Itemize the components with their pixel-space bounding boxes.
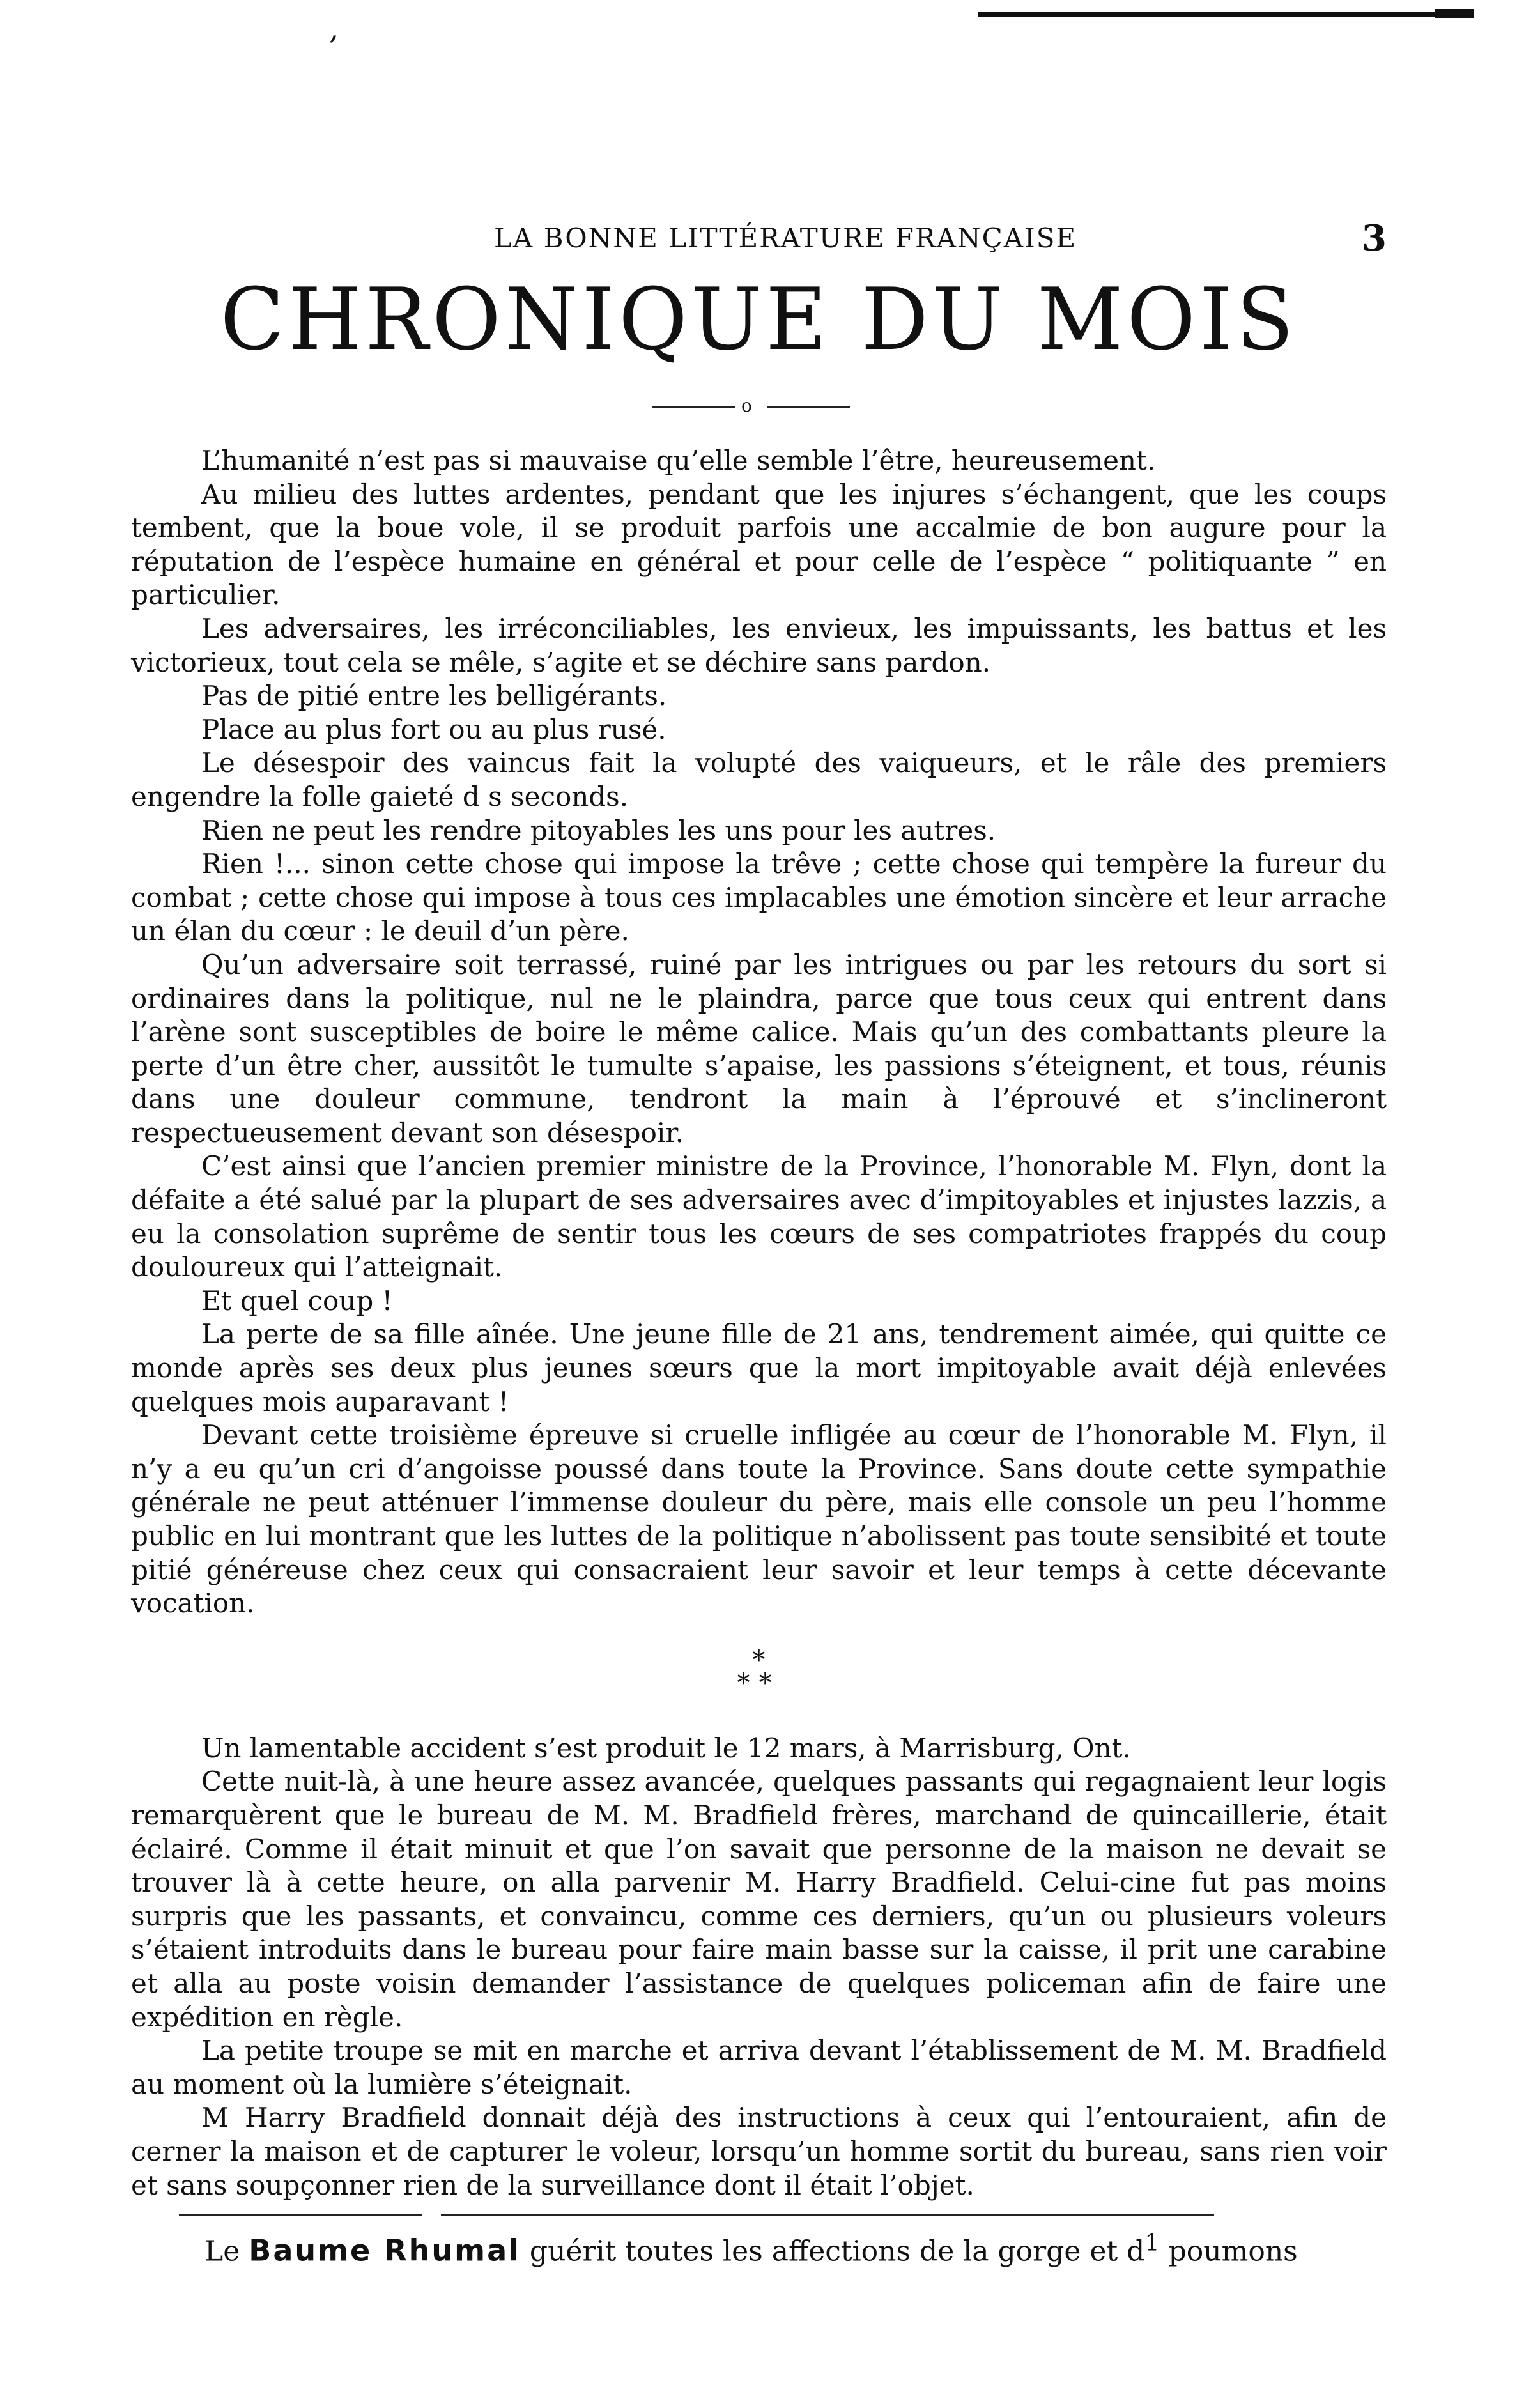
footer-suffix: poumons	[1168, 2235, 1298, 2268]
ornament-line-right	[767, 406, 850, 408]
paragraph: La petite troupe se mit en marche et arriva devant l’établissement de M. M. Bradfield au moment où la lumière s’éteignait.	[131, 2035, 1387, 2100]
paragraph: Un lamentable accident s’est produit le 12 mars, à Marrisburg, Ont.	[201, 1732, 1131, 1764]
chapter-title: CHRONIQUE DU MOIS	[220, 270, 1298, 369]
running-title: LA BONNE LITTÉRATURE FRANÇAISE	[494, 222, 1077, 254]
paragraph: M Harry Bradfield donnait déjà des instructions à ceux qui l’entouraient, afin de cerner la maison et de capturer le voleur, lorsqu’un homme sortit du bureau, sans rien voir et sans soupçonner rien de la surveillance dont il était l’objet.	[131, 2102, 1387, 2201]
footer-rule-left	[179, 2214, 422, 2216]
section-asterism	[131, 1645, 1387, 1698]
running-head	[131, 217, 1387, 259]
title-ornament	[652, 397, 850, 417]
paragraph: Devant cette troisième épreuve si cruelle infligée au cœur de l’honorable M. Flyn, il n’y a eu qu’un cri d’angoisse poussé dans toute la Province. Sans doute cette sympathie générale ne peut atténuer l’immense douleur du père, mais elle console un peu l’homme public en lui montrant que les luttes de la politique n’abolissent pas toute sensibité et toute pitié généreuse chez ceux qui consacraient leur savoir et leur temps à cette décevante vocation.	[131, 1419, 1387, 1619]
paragraph: Et quel coup !	[201, 1284, 393, 1316]
footer-brand: Baume Rhumal	[249, 2233, 521, 2268]
paragraph: La perte de sa fille aînée. Une jeune fille de 21 ans, tendrement aimée, qui quitte ce monde après ses deux plus jeunes sœurs que la mort impitoyable avait déjà enlevées quelques mois auparavant !	[131, 1318, 1387, 1417]
paragraph: Cette nuit-là, à une heure assez avancée, quelques passants qui regagnaient leur logis remarquèrent que le bureau de M. M. Bradfield frères, marchand de quincaillerie, était éclairé. Comme il était minuit et que l’on savait que personne de la maison ne devait se trouver là à cette heure, on alla parvenir M. Harry Bradfield. Celui-cine fut pas moins surpris que les passants, et convaincu, comme ces derniers, qu’un ou plusieurs voleurs s’étaient introduits dans le bureau pour faire main basse sur la caisse, il prit une carabine et alla au poste voisin demander l’assistance de quelques policeman afin de faire une expédition en règle.	[131, 1766, 1387, 2033]
stray-mark: ’	[328, 29, 338, 64]
top-edge-rule	[978, 12, 1470, 17]
paragraph: Rien ne peut les rendre pitoyables les uns pour les autres.	[201, 814, 996, 846]
footer-text: guérit toutes les affections de la gorge et d	[529, 2235, 1145, 2268]
advertisement-footer	[204, 2224, 1387, 2271]
ornament-line-left	[652, 406, 735, 408]
paragraph: Pas de pitié entre les belligérants.	[201, 680, 667, 712]
footer-superscript: 1	[1144, 2229, 1160, 2256]
paragraph: Le désespoir des vaincus fait la volupté des vaiqueurs, et le râle des premiers engendre la folle gaieté d s seconds.	[131, 747, 1387, 812]
asterism-top: *	[752, 1645, 766, 1675]
paragraph: Qu’un adversaire soit terrassé, ruiné par les intrigues ou par les retours du sort si ordinaires dans la politique, nul ne le plaindra, parce que tous ceux qui entrent dans l’arène sont susceptibles de boire le même calice. Mais qu’un des combattants pleure la perte d’un être cher, aussitôt le tumulte s’apaise, les passions s’éteignent, et tous, réunis dans une douleur commune, tendront la main à l’éprouvé et s’inclineront respectueusement devant son désespoir.	[131, 948, 1387, 1148]
article-body	[131, 444, 1387, 2202]
ornament-circle: o	[741, 395, 752, 416]
footer-prefix: Le	[204, 2235, 240, 2268]
paragraph: L’humanité n’est pas si mauvaise qu’elle semble l’être, heureusement.	[201, 445, 1156, 476]
page-number: 3	[1362, 217, 1387, 259]
paragraph: C’est ainsi que l’ancien premier ministre de la Province, l’honorable M. Flyn, dont la défaite a été salué par la plupart de ses adversaires avec d’impitoyables et injustes lazzis, a eu la consolation suprême de sentir tous les cœurs de ses compatriotes frappés du coup douloureux qui l’atteignait.	[131, 1150, 1387, 1283]
asterism-bottom: **	[737, 1668, 781, 1698]
paragraph: Rien !... sinon cette chose qui impose la trêve ; cette chose qui tempère la fureur du combat ; cette chose qui impose à tous ces implacables une émotion sincère et leur arrache un élan du cœur : le deuil d’un père.	[131, 848, 1387, 947]
paragraph: Place au plus fort ou au plus rusé.	[201, 713, 666, 745]
footer-rule-right	[441, 2214, 1214, 2216]
paragraph: Les adversaires, les irréconciliables, les envieux, les impuissants, les battus et les victorieux, tout cela se mêle, s’agite et se déchire sans pardon.	[131, 612, 1387, 678]
paragraph: Au milieu des luttes ardentes, pendant que les injures s’échangent, que les coups tembent, que la boue vole, il se produit parfois une accalmie de bon augure pour la réputation de l’espèce humaine en général et pour celle de l’espèce “ politiquante ” en particulier.	[131, 478, 1387, 611]
